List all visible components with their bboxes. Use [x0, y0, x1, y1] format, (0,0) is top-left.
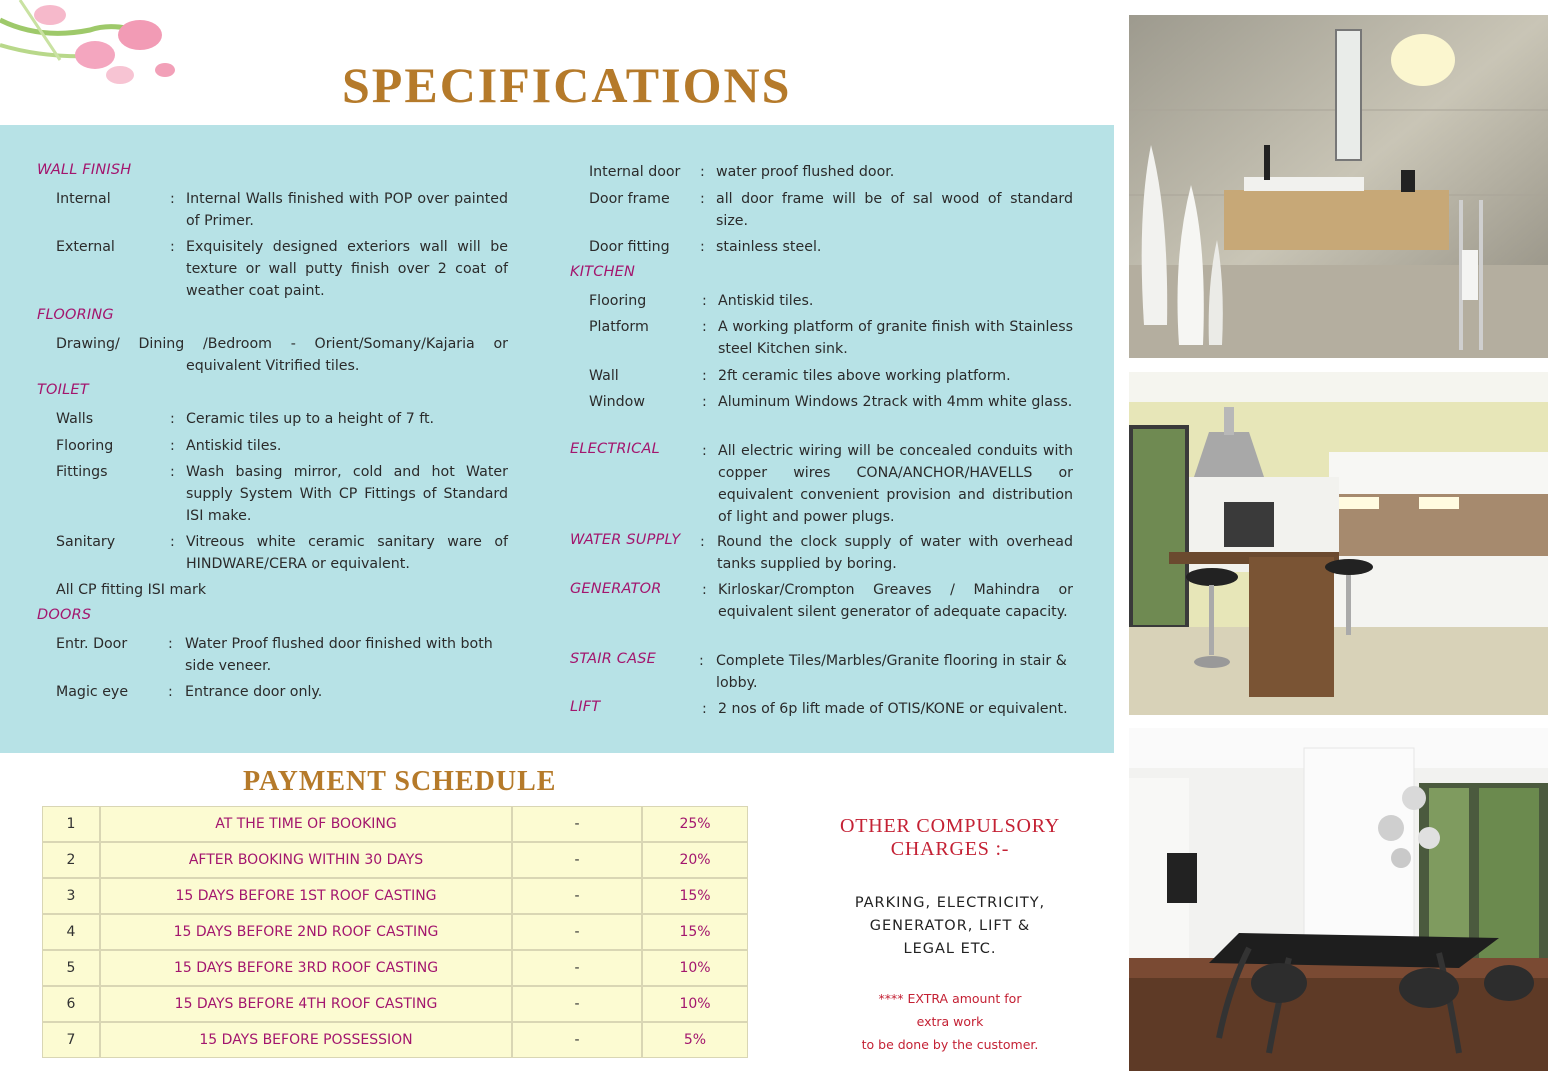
- row-dash: -: [512, 950, 642, 986]
- heading-water-supply: WATER SUPPLY: [570, 532, 681, 548]
- spec-label: Wall: [589, 368, 619, 384]
- row-percent: 5%: [642, 1022, 748, 1058]
- spec-value: stainless steel.: [716, 239, 822, 255]
- table-row: [42, 806, 748, 842]
- row-dash: -: [512, 806, 642, 842]
- kitchen-photo: [1129, 372, 1548, 715]
- spec-value: Antiskid tiles.: [718, 293, 814, 309]
- spec-label: Internal: [56, 191, 111, 207]
- specifications-panel: WALL FINISH Internal : Internal Walls finished with POP over painted of Primer. External : Exquisitely designed exteriors wall will be texture or wall putty finish over 2 coat of weather coat paint. FLOORING Drawing/ Dining /Bedroom - Orient/Somany/Kajaria or equivalent Vitrified tiles. TOILET Walls : Ceramic tiles up to a height of 7 ft. Flooring : Antiskid tiles. Fittings : Wash basing mirror, cold and hot Water supply System With CP Fittings of Standard ISI make. Sanitary : Vitreous white ceramic sanitary ware of HINDWARE/CERA or equivalent. All CP fitting ISI mark DOORS Entr. Door : Water Proof flushed door finished with both side veneer. Magic eye : Entrance door only. Internal door : water proof flushed door. Door frame : all door frame will be of sal wood of standard size. Door fitting : stainless steel. KITCHEN Flooring : Antiskid tiles. Platform : A working platform of granite finish with Stainless steel Kitchen sink. Wall : 2ft ceramic tiles above working platform. Window : Aluminum Windows 2track with 4mm white glass. ELECTRICAL : All electric wiring will be concealed conduits with copper wires CONA/ANCHOR/HAVELLS or equivalent convenient provision and distribution of light and power plugs. WATER SUPPLY : Round the clock supply of water with overhead tanks supplied by boring. GENERATOR : Kirloskar/Crompton Greaves / Mahindra or equivalent silent generator of adequate capacity. STAIR CASE : Complete Tiles/Marbles/Granite flooring in stair & lobby. LIFT : 2 nos of 6p lift made of OTIS/KONE or equivalent.: [0, 125, 1114, 753]
- row-stage: AFTER BOOKING WITHIN 30 DAYS: [100, 842, 512, 878]
- row-stage: AT THE TIME OF BOOKING: [100, 806, 512, 842]
- heading-generator: GENERATOR: [570, 581, 662, 597]
- other-text-line-3: LEGAL ETC.: [903, 941, 997, 957]
- heading-electrical: ELECTRICAL: [570, 441, 660, 457]
- payment-schedule-title: PAYMENT SCHEDULE: [243, 766, 557, 797]
- table-row: [42, 1022, 748, 1058]
- row-number: 5: [42, 950, 100, 986]
- spec-label: Fittings: [56, 464, 108, 480]
- spec-value: Kirloskar/Crompton Greaves / Mahindra or equivalent silent generator of adequate capacity.: [718, 582, 1073, 620]
- dining-photo: [1129, 728, 1548, 1071]
- other-title-line-1: OTHER COMPULSORY: [839, 815, 1061, 837]
- spec-value: Wash basing mirror, cold and hot Water supply System With CP Fittings of Standard ISI make.: [186, 464, 508, 524]
- row-number: 3: [42, 878, 100, 914]
- row-stage: 15 DAYS BEFORE POSSESSION: [100, 1022, 512, 1058]
- row-stage: 15 DAYS BEFORE 1ST ROOF CASTING: [100, 878, 512, 914]
- row-percent: 15%: [642, 914, 748, 950]
- table-row: [42, 842, 748, 878]
- spec-label: Door fitting: [589, 239, 670, 255]
- row-dash: -: [512, 878, 642, 914]
- flooring-line-2: equivalent Vitrified tiles.: [186, 358, 360, 374]
- row-percent: 15%: [642, 878, 748, 914]
- spec-value: all door frame will be of sal wood of standard size.: [716, 191, 1073, 229]
- row-percent: 20%: [642, 842, 748, 878]
- other-title-line-2: CHARGES :-: [890, 838, 1010, 860]
- spec-value: 2ft ceramic tiles above working platform.: [718, 368, 1011, 384]
- table-row: [42, 878, 748, 914]
- row-number: 1: [42, 806, 100, 842]
- extra-line-3: to be done by the customer.: [861, 1037, 1039, 1052]
- spec-label: Walls: [56, 411, 94, 427]
- spec-label: Platform: [589, 319, 649, 335]
- row-dash: -: [512, 1022, 642, 1058]
- spec-value: Antiskid tiles.: [186, 438, 282, 454]
- heading-kitchen: KITCHEN: [570, 264, 636, 280]
- spec-label: Door frame: [589, 191, 670, 207]
- flower-decoration: [0, 0, 180, 100]
- table-row: [42, 950, 748, 986]
- spec-value: Aluminum Windows 2track with 4mm white glass.: [718, 394, 1073, 410]
- row-dash: -: [512, 986, 642, 1022]
- spec-label: Magic eye: [56, 684, 129, 700]
- spec-label: Flooring: [56, 438, 114, 454]
- spec-value: water proof flushed door.: [716, 164, 895, 180]
- payment-schedule-table: [42, 806, 748, 1058]
- spec-label: External: [56, 239, 115, 255]
- row-stage: 15 DAYS BEFORE 3RD ROOF CASTING: [100, 950, 512, 986]
- spec-label: Sanitary: [56, 534, 116, 550]
- row-stage: 15 DAYS BEFORE 4TH ROOF CASTING: [100, 986, 512, 1022]
- row-number: 6: [42, 986, 100, 1022]
- heading-stair-case: STAIR CASE: [570, 651, 657, 667]
- row-percent: 25%: [642, 806, 748, 842]
- row-dash: -: [512, 842, 642, 878]
- spec-value: All electric wiring will be concealed conduits with copper wires CONA/ANCHOR/HAVELLS or equivalent convenient provision and distribution of light and power plugs.: [718, 443, 1073, 525]
- cp-note: All CP fitting ISI mark: [56, 582, 207, 598]
- bathroom-photo: [1129, 15, 1548, 358]
- other-text-line-1: PARKING, ELECTRICITY,: [854, 895, 1046, 911]
- extra-line-2: extra work: [916, 1014, 984, 1029]
- other-charges-list: [840, 892, 1060, 961]
- spec-value: Exquisitely designed exteriors wall will be texture or wall putty finish over 2 coat of weather coat paint.: [186, 239, 508, 299]
- spec-value: 2 nos of 6p lift made of OTIS/KONE or equivalent.: [718, 701, 1068, 717]
- heading-lift: LIFT: [570, 699, 601, 715]
- row-number: 2: [42, 842, 100, 878]
- spec-value: Internal Walls finished with POP over painted of Primer.: [186, 191, 508, 229]
- spec-value: Vitreous white ceramic sanitary ware of HINDWARE/CERA or equivalent.: [186, 534, 508, 572]
- other-charges-title: [820, 815, 1080, 861]
- spec-row-flooring: [56, 333, 508, 377]
- extra-work-note: [840, 987, 1060, 1056]
- heading-wall-finish: WALL FINISH: [37, 162, 132, 178]
- row-dash: -: [512, 914, 642, 950]
- table-row: [42, 986, 748, 1022]
- spec-value: Complete Tiles/Marbles/Granite flooring in stair & lobby.: [716, 653, 1067, 691]
- spec-label: Internal door: [589, 164, 681, 180]
- row-percent: 10%: [642, 950, 748, 986]
- page-title: SPECIFICATIONS: [342, 57, 792, 113]
- row-number: 7: [42, 1022, 100, 1058]
- table-row: [42, 914, 748, 950]
- row-number: 4: [42, 914, 100, 950]
- row-percent: 10%: [642, 986, 748, 1022]
- heading-flooring: FLOORING: [37, 307, 114, 323]
- spec-value: Round the clock supply of water with overhead tanks supplied by boring.: [717, 534, 1073, 572]
- flooring-line-1: Drawing/ Dining /Bedroom - Orient/Somany/Kajaria or: [56, 336, 508, 352]
- extra-line-1: **** EXTRA amount for: [878, 991, 1022, 1006]
- spec-value: Ceramic tiles up to a height of 7 ft.: [186, 411, 435, 427]
- spec-label: Entr. Door: [56, 636, 128, 652]
- spec-value: A working platform of granite finish with Stainless steel Kitchen sink.: [718, 319, 1073, 357]
- spec-label: Window: [589, 394, 645, 410]
- row-stage: 15 DAYS BEFORE 2ND ROOF CASTING: [100, 914, 512, 950]
- spec-value: Water Proof flushed door finished with both side veneer.: [185, 636, 493, 674]
- heading-toilet: TOILET: [37, 382, 89, 398]
- spec-label: Flooring: [589, 293, 647, 309]
- other-text-line-2: GENERATOR, LIFT &: [869, 918, 1031, 934]
- heading-doors: DOORS: [37, 607, 92, 623]
- spec-value: Entrance door only.: [185, 684, 323, 700]
